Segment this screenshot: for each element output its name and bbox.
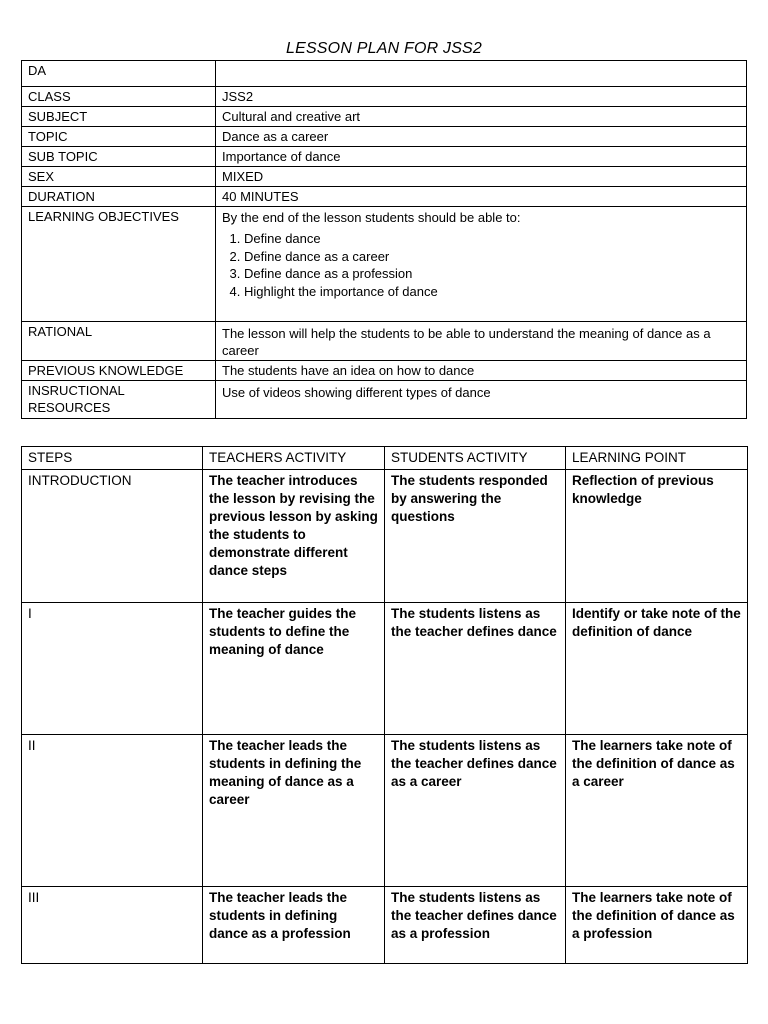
learning-point-cell: The learners take note of the definition of dance as a profession xyxy=(566,887,748,964)
objectives-intro: By the end of the lesson students should be able to: xyxy=(222,210,521,225)
steps-row xyxy=(22,887,748,964)
header-students-activity: STUDENTS ACTIVITY xyxy=(385,447,566,470)
page-title: LESSON PLAN FOR JSS2 xyxy=(285,40,483,57)
resources-label: INSRUCTIONAL RESOURCES xyxy=(22,381,216,419)
info-row-resources xyxy=(22,381,747,419)
info-row-objectives xyxy=(22,207,747,322)
lesson-info-table xyxy=(21,60,747,419)
subtopic-label: SUB TOPIC xyxy=(22,147,216,167)
header-learning-point: LEARNING POINT xyxy=(566,447,748,470)
step-cell: INTRODUCTION xyxy=(22,470,203,603)
objectives-label: LEARNING OBJECTIVES xyxy=(22,207,216,322)
da-value xyxy=(216,61,747,87)
lesson-steps-table xyxy=(21,446,748,964)
previous-value: The students have an idea on how to dance xyxy=(216,361,747,381)
teacher-activity-cell: The teacher introduces the lesson by revising the previous lesson by asking the students to demonstrate different dance steps xyxy=(203,470,385,603)
da-label: DA xyxy=(22,61,216,87)
info-row-previous xyxy=(22,361,747,381)
steps-header-row xyxy=(22,447,748,470)
class-value: JSS2 xyxy=(216,87,747,107)
info-row-subtopic xyxy=(22,147,747,167)
header-teachers-activity: TEACHERS ACTIVITY xyxy=(203,447,385,470)
teacher-activity-cell: The teacher leads the students in defining the meaning of dance as a career xyxy=(203,735,385,887)
objective-item: 4. Highlight the importance of dance xyxy=(244,283,740,301)
step-cell: II xyxy=(22,735,203,887)
learning-point-cell: The learners take note of the definition of dance as a career xyxy=(566,735,748,887)
objectives-list xyxy=(222,230,740,300)
student-activity-cell: The students listens as the teacher defines dance as a career xyxy=(385,735,566,887)
rational-label: RATIONAL xyxy=(22,322,216,361)
info-row-subject xyxy=(22,107,747,127)
sex-value: MIXED xyxy=(216,167,747,187)
objective-item: 1. Define dance xyxy=(244,230,740,248)
subject-value: Cultural and creative art xyxy=(216,107,747,127)
resources-value: Use of videos showing different types of dance xyxy=(216,381,747,419)
step-cell: I xyxy=(22,603,203,735)
subject-label: SUBJECT xyxy=(22,107,216,127)
info-row-topic xyxy=(22,127,747,147)
objective-item: 3. Define dance as a profession xyxy=(244,265,740,283)
topic-label: TOPIC xyxy=(22,127,216,147)
header-steps: STEPS xyxy=(22,447,203,470)
subtopic-value: Importance of dance xyxy=(216,147,747,167)
info-row-rational xyxy=(22,322,747,361)
duration-value: 40 MINUTES xyxy=(216,187,747,207)
info-row-da xyxy=(22,61,747,87)
student-activity-cell: The students listens as the teacher defines dance xyxy=(385,603,566,735)
teacher-activity-cell: The teacher leads the students in defining dance as a profession xyxy=(203,887,385,964)
learning-point-cell: Reflection of previous knowledge xyxy=(566,470,748,603)
steps-row xyxy=(22,470,748,603)
learning-point-cell: Identify or take note of the definition of dance xyxy=(566,603,748,735)
teacher-activity-cell: The teacher guides the students to define the meaning of dance xyxy=(203,603,385,735)
class-label: CLASS xyxy=(22,87,216,107)
student-activity-cell: The students responded by answering the questions xyxy=(385,470,566,603)
rational-value: The lesson will help the students to be able to understand the meaning of dance as a career xyxy=(216,322,747,361)
topic-value: Dance as a career xyxy=(216,127,747,147)
objective-item: 2. Define dance as a career xyxy=(244,248,740,266)
student-activity-cell: The students listens as the teacher defines dance as a profession xyxy=(385,887,566,964)
info-row-duration xyxy=(22,187,747,207)
duration-label: DURATION xyxy=(22,187,216,207)
info-row-class xyxy=(22,87,747,107)
previous-label: PREVIOUS KNOWLEDGE xyxy=(22,361,216,381)
steps-row xyxy=(22,735,748,887)
objectives-cell xyxy=(216,207,747,322)
steps-row xyxy=(22,603,748,735)
step-cell: III xyxy=(22,887,203,964)
sex-label: SEX xyxy=(22,167,216,187)
info-row-sex xyxy=(22,167,747,187)
